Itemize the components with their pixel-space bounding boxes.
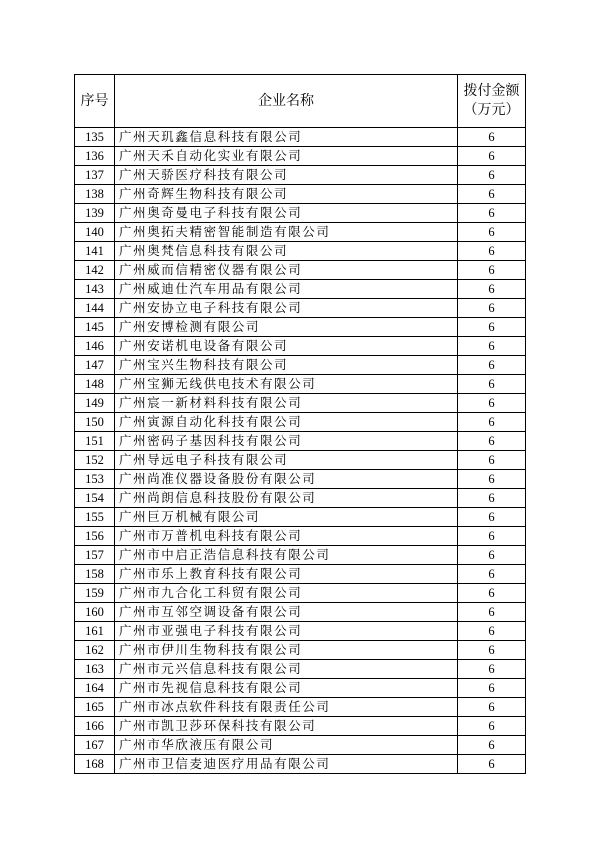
amount-cell: 6 bbox=[458, 584, 526, 603]
amount-cell: 6 bbox=[458, 261, 526, 280]
company-name-cell: 广州巨万机械有限公司 bbox=[115, 508, 458, 527]
serial-number-cell: 147 bbox=[75, 356, 115, 375]
amount-cell: 6 bbox=[458, 280, 526, 299]
company-name-cell: 广州尚准仪器设备股份有限公司 bbox=[115, 470, 458, 489]
company-name-cell: 广州威而信精密仪器有限公司 bbox=[115, 261, 458, 280]
table-row bbox=[75, 755, 526, 774]
serial-number-cell: 154 bbox=[75, 489, 115, 508]
serial-number-cell: 155 bbox=[75, 508, 115, 527]
amount-cell: 6 bbox=[458, 470, 526, 489]
header-row bbox=[75, 75, 526, 128]
table-row bbox=[75, 204, 526, 223]
company-name-cell: 广州宝狮无线供电技术有限公司 bbox=[115, 375, 458, 394]
serial-number-cell: 145 bbox=[75, 318, 115, 337]
table-row bbox=[75, 337, 526, 356]
header-amount-label: 拨付金额 bbox=[463, 83, 520, 99]
serial-number-cell: 146 bbox=[75, 337, 115, 356]
table-row bbox=[75, 394, 526, 413]
amount-cell: 6 bbox=[458, 185, 526, 204]
serial-number-cell: 144 bbox=[75, 299, 115, 318]
company-name-cell: 广州天禾自动化实业有限公司 bbox=[115, 147, 458, 166]
amount-cell: 6 bbox=[458, 413, 526, 432]
table-row bbox=[75, 622, 526, 641]
serial-number-cell: 168 bbox=[75, 755, 115, 774]
amount-cell: 6 bbox=[458, 147, 526, 166]
amount-cell: 6 bbox=[458, 489, 526, 508]
amount-cell: 6 bbox=[458, 394, 526, 413]
company-name-cell: 广州市乐上教育科技有限公司 bbox=[115, 565, 458, 584]
amount-cell: 6 bbox=[458, 546, 526, 565]
company-name-cell: 广州奇辉生物科技有限公司 bbox=[115, 185, 458, 204]
company-name-cell: 广州市元兴信息科技有限公司 bbox=[115, 660, 458, 679]
serial-number-cell: 167 bbox=[75, 736, 115, 755]
company-name-cell: 广州市冰点软件科技有限责任公司 bbox=[115, 698, 458, 717]
serial-number-cell: 143 bbox=[75, 280, 115, 299]
company-name-cell: 广州市伊川生物科技有限公司 bbox=[115, 641, 458, 660]
company-name-cell: 广州市互邻空调设备有限公司 bbox=[115, 603, 458, 622]
serial-number-cell: 149 bbox=[75, 394, 115, 413]
amount-cell: 6 bbox=[458, 299, 526, 318]
company-name-cell: 广州密码子基因科技有限公司 bbox=[115, 432, 458, 451]
serial-number-cell: 150 bbox=[75, 413, 115, 432]
serial-number-cell: 162 bbox=[75, 641, 115, 660]
amount-cell: 6 bbox=[458, 755, 526, 774]
funding-table-container bbox=[74, 74, 526, 774]
serial-number-cell: 148 bbox=[75, 375, 115, 394]
amount-cell: 6 bbox=[458, 166, 526, 185]
table-row bbox=[75, 679, 526, 698]
amount-cell: 6 bbox=[458, 375, 526, 394]
table-row bbox=[75, 185, 526, 204]
table-row bbox=[75, 489, 526, 508]
amount-cell: 6 bbox=[458, 356, 526, 375]
table-row bbox=[75, 565, 526, 584]
amount-cell: 6 bbox=[458, 204, 526, 223]
serial-number-cell: 159 bbox=[75, 584, 115, 603]
amount-cell: 6 bbox=[458, 451, 526, 470]
serial-number-cell: 161 bbox=[75, 622, 115, 641]
serial-number-cell: 157 bbox=[75, 546, 115, 565]
table-row bbox=[75, 223, 526, 242]
table-row bbox=[75, 584, 526, 603]
serial-number-cell: 139 bbox=[75, 204, 115, 223]
table-row bbox=[75, 432, 526, 451]
company-name-cell: 广州市华欣液压有限公司 bbox=[115, 736, 458, 755]
company-name-cell: 广州安诺机电设备有限公司 bbox=[115, 337, 458, 356]
amount-cell: 6 bbox=[458, 660, 526, 679]
header-amount-unit: （万元） bbox=[463, 102, 520, 118]
company-name-cell: 广州安协立电子科技有限公司 bbox=[115, 299, 458, 318]
serial-number-cell: 152 bbox=[75, 451, 115, 470]
table-row bbox=[75, 166, 526, 185]
company-name-cell: 广州宝兴生物科技有限公司 bbox=[115, 356, 458, 375]
header-serial-number: 序号 bbox=[75, 75, 115, 128]
company-name-cell: 广州市万普机电科技有限公司 bbox=[115, 527, 458, 546]
company-name-cell: 广州市卫信麦迪医疗用品有限公司 bbox=[115, 755, 458, 774]
company-name-cell: 广州天骄医疗科技有限公司 bbox=[115, 166, 458, 185]
serial-number-cell: 136 bbox=[75, 147, 115, 166]
company-name-cell: 广州威迪仕汽车用品有限公司 bbox=[115, 280, 458, 299]
company-name-cell: 广州寅源自动化科技有限公司 bbox=[115, 413, 458, 432]
serial-number-cell: 156 bbox=[75, 527, 115, 546]
company-name-cell: 广州市凯卫莎环保科技有限公司 bbox=[115, 717, 458, 736]
table-row bbox=[75, 717, 526, 736]
serial-number-cell: 141 bbox=[75, 242, 115, 261]
company-name-cell: 广州宸一新材料科技有限公司 bbox=[115, 394, 458, 413]
company-name-cell: 广州市先视信息科技有限公司 bbox=[115, 679, 458, 698]
table-row bbox=[75, 261, 526, 280]
company-name-cell: 广州奥奇曼电子科技有限公司 bbox=[115, 204, 458, 223]
table-row bbox=[75, 698, 526, 717]
serial-number-cell: 151 bbox=[75, 432, 115, 451]
company-name-cell: 广州市中启正浩信息科技有限公司 bbox=[115, 546, 458, 565]
company-name-cell: 广州尚朗信息科技股份有限公司 bbox=[115, 489, 458, 508]
serial-number-cell: 138 bbox=[75, 185, 115, 204]
table-body bbox=[75, 128, 526, 774]
table-row bbox=[75, 375, 526, 394]
amount-cell: 6 bbox=[458, 242, 526, 261]
serial-number-cell: 165 bbox=[75, 698, 115, 717]
serial-number-cell: 142 bbox=[75, 261, 115, 280]
table-row bbox=[75, 242, 526, 261]
amount-cell: 6 bbox=[458, 318, 526, 337]
serial-number-cell: 140 bbox=[75, 223, 115, 242]
amount-cell: 6 bbox=[458, 128, 526, 147]
serial-number-cell: 166 bbox=[75, 717, 115, 736]
table-row bbox=[75, 641, 526, 660]
company-name-cell: 广州导远电子科技有限公司 bbox=[115, 451, 458, 470]
amount-cell: 6 bbox=[458, 641, 526, 660]
table-row bbox=[75, 280, 526, 299]
amount-cell: 6 bbox=[458, 337, 526, 356]
table-row bbox=[75, 546, 526, 565]
table-row bbox=[75, 451, 526, 470]
amount-cell: 6 bbox=[458, 679, 526, 698]
serial-number-cell: 153 bbox=[75, 470, 115, 489]
header-company-name: 企业名称 bbox=[115, 75, 458, 128]
serial-number-cell: 137 bbox=[75, 166, 115, 185]
table-row bbox=[75, 660, 526, 679]
serial-number-cell: 135 bbox=[75, 128, 115, 147]
amount-cell: 6 bbox=[458, 698, 526, 717]
serial-number-cell: 158 bbox=[75, 565, 115, 584]
company-name-cell: 广州奥梵信息科技有限公司 bbox=[115, 242, 458, 261]
company-name-cell: 广州天玑鑫信息科技有限公司 bbox=[115, 128, 458, 147]
table-row bbox=[75, 527, 526, 546]
table-header bbox=[75, 75, 526, 128]
amount-cell: 6 bbox=[458, 527, 526, 546]
company-name-cell: 广州市九合化工科贸有限公司 bbox=[115, 584, 458, 603]
amount-cell: 6 bbox=[458, 717, 526, 736]
table-row bbox=[75, 128, 526, 147]
serial-number-cell: 163 bbox=[75, 660, 115, 679]
amount-cell: 6 bbox=[458, 432, 526, 451]
amount-cell: 6 bbox=[458, 736, 526, 755]
table-row bbox=[75, 299, 526, 318]
table-row bbox=[75, 470, 526, 489]
amount-cell: 6 bbox=[458, 603, 526, 622]
table-row bbox=[75, 603, 526, 622]
table-row bbox=[75, 147, 526, 166]
amount-cell: 6 bbox=[458, 508, 526, 527]
company-name-cell: 广州市亚强电子科技有限公司 bbox=[115, 622, 458, 641]
header-amount bbox=[458, 75, 526, 128]
table-row bbox=[75, 356, 526, 375]
serial-number-cell: 160 bbox=[75, 603, 115, 622]
table-row bbox=[75, 508, 526, 527]
table-row bbox=[75, 413, 526, 432]
company-name-cell: 广州安博检测有限公司 bbox=[115, 318, 458, 337]
table-row bbox=[75, 736, 526, 755]
table-row bbox=[75, 318, 526, 337]
funding-table bbox=[74, 74, 526, 774]
serial-number-cell: 164 bbox=[75, 679, 115, 698]
company-name-cell: 广州奥拓夫精密智能制造有限公司 bbox=[115, 223, 458, 242]
amount-cell: 6 bbox=[458, 565, 526, 584]
amount-cell: 6 bbox=[458, 622, 526, 641]
amount-cell: 6 bbox=[458, 223, 526, 242]
